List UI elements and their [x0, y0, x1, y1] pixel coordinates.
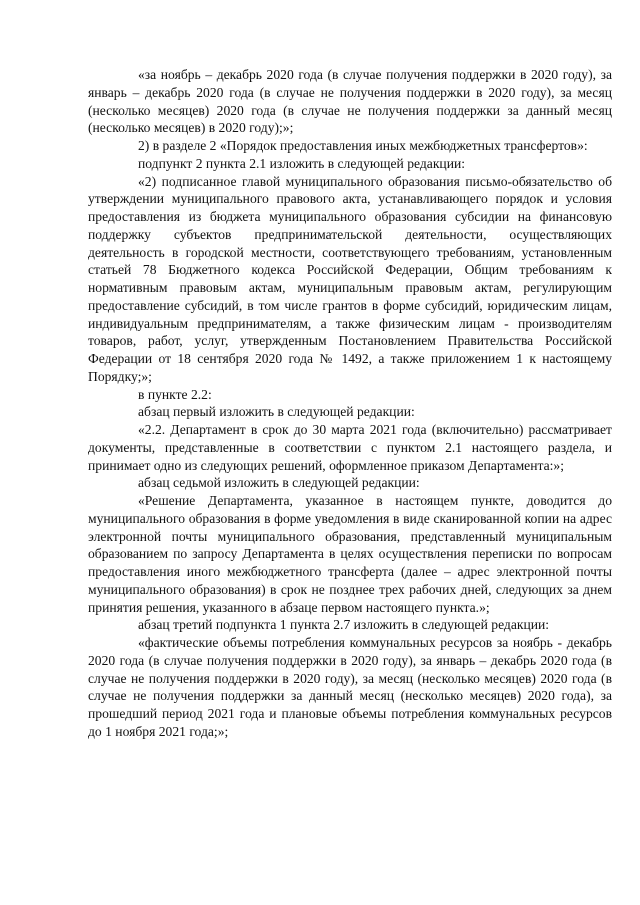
- document-page: [88, 66, 612, 741]
- paragraph-3: подпункт 2 пункта 2.1 изложить в следующей редакции:: [138, 155, 466, 171]
- paragraph-10: абзац третий подпункта 1 пункта 2.7 изложить в следующей редакции:: [138, 617, 550, 633]
- paragraph-11: «фактические объемы потребления коммунальных ресурсов за ноябрь - декабрь 2020 года (в случае получения поддержки в 2020 году), за январь – декабрь 2020 года (в случае не получения поддержки в 2020 году), за месяц (несколько месяцев) 2020 года (в случае не получения поддержки за данный месяц (несколько месяцев) 2020 года), за прошедший период 2021 года и плановые объемы потребления коммунальных ресурсов до 1 ноября 2021 года;»;: [88, 635, 612, 739]
- paragraph-5: в пункте 2.2:: [138, 386, 212, 402]
- paragraph-9: «Решение Департамента, указанное в настоящем пункте, доводится до муниципального образования в форме уведомления в виде сканированной копии на адрес электронной почты муниципального образования, представленный муниципальным образованием по запросу Департамента в целях осуществления переписки по вопросам предоставления иного межбюджетного трансферта (далее – адрес электронной почты муниципального образования) в срок не позднее трех рабочих дней, следующих за днем принятия решения, указанного в абзаце первом настоящего пункта.»;: [88, 493, 612, 615]
- paragraph-2: 2) в разделе 2 «Порядок предоставления иных межбюджетных трансфертов»:: [138, 138, 588, 153]
- paragraph-8: абзац седьмой изложить в следующей редакции:: [138, 475, 420, 491]
- paragraph-7: «2.2. Департамент в срок до 30 марта 2021 года (включительно) рассматривает документы, представленные в соответствии с пунктом 2.1 настоящего раздела, и принимает одно из следующих решений, оформленное приказом Департамента:»;: [88, 422, 612, 473]
- paragraph-4: «2) подписанное главой муниципального образования письмо-обязательство об утверждении муниципального правового акта, устанавливающего порядок и условия предоставления из бюджета муниципального образования субсидии на финансовую поддержку субъектов предпринимательской деятельности, осуществляющих деятельность в городской местности, соответствующего требованиям, установленным статьей 78 Бюджетного кодекса Российской Федерации, Общим требованиям к нормативным правовым актам, муниципальным правовым актам, регулирующим предоставление субсидий, в том числе грантов в форме субсидий, юридическим лицам, индивидуальным предпринимателям, а также физическим лицам - производителям товаров, работ, услуг, утвержденным Постановлением Правительства Российской Федерации от 18 сентября 2020 года № 1492, а также приложением 1 к настоящему Порядку;»;: [88, 173, 612, 384]
- paragraph-1: «за ноябрь – декабрь 2020 года (в случае получения поддержки в 2020 году), за январь – декабрь 2020 года (в случае не получения поддержки в 2020 году), за месяц (несколько месяцев) 2020 года (в случае не получения поддержки за данный месяц (несколько месяцев) в 2020 году);»;: [88, 67, 612, 136]
- paragraph-6: абзац первый изложить в следующей редакции:: [138, 404, 415, 420]
